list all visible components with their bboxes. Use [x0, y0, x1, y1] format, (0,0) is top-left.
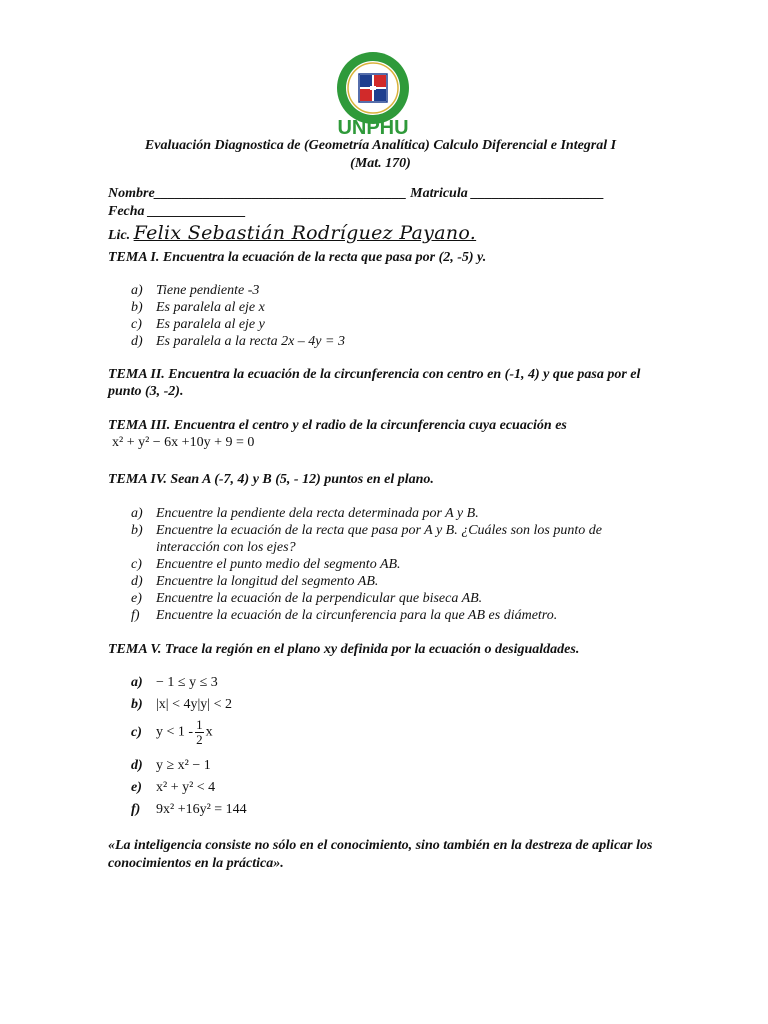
title-line-1: Evaluación Diagnostica de (Geometría Analítica) Calculo Diferencial e Integral I	[144, 138, 617, 153]
item-text: Encuentre la longitud del segmento AB.	[156, 574, 379, 589]
item-marker: e)	[131, 591, 142, 606]
list-item	[131, 573, 653, 590]
item-marker: d)	[131, 334, 143, 349]
lic-label: Lic.	[108, 228, 131, 243]
teacher-signature: Felix Sebastián Rodríguez Payano.	[133, 222, 477, 244]
document-title	[108, 137, 653, 173]
tema-2-heading: TEMA II. Encuentra la ecuación de la circunferencia con centro en (-1, 4) y que pasa por el punto (3, -2).	[108, 367, 641, 399]
tema-1-heading: TEMA I. Encuentra la ecuación de la recta que pasa por (2, -5) y.	[108, 250, 487, 265]
item-marker: c)	[131, 557, 142, 572]
list-item	[131, 505, 653, 522]
item-marker: b)	[131, 697, 143, 712]
tema-4-heading: TEMA IV. Sean A (-7, 4) y B (5, - 12) puntos en el plano.	[108, 472, 434, 487]
list-item	[131, 607, 653, 624]
item-marker: b)	[131, 523, 143, 538]
item-text: Encuentre la pendiente dela recta determinada por A y B.	[156, 506, 479, 521]
item-text: Tiene pendiente -3	[156, 283, 260, 298]
item-marker: e)	[131, 780, 142, 795]
tema-1-list	[131, 282, 661, 350]
list-item	[131, 758, 211, 774]
item-math: |x| < 4y|y| < 2	[156, 697, 233, 712]
item-math: y ≥ x² − 1	[156, 758, 211, 773]
item-marker: c)	[131, 317, 142, 332]
fraction-numerator: 1	[196, 717, 203, 732]
list-item	[131, 316, 661, 333]
list-item	[131, 299, 661, 316]
item-marker: f)	[131, 802, 141, 817]
item-marker: c)	[131, 724, 142, 740]
item-marker: a)	[131, 506, 143, 521]
item-marker: a)	[131, 283, 143, 298]
item-text: Encuentre la ecuación de la circunferencia para la que AB es diámetro.	[156, 608, 558, 623]
fecha-field[interactable]: Fecha ______________	[108, 204, 247, 219]
unphu-logo	[328, 50, 418, 136]
closing-quote: «La inteligencia consiste no sólo en el conocimiento, sino también en la destreza de aplicar los conocimientos en la práctica».	[108, 838, 653, 871]
list-item	[131, 282, 661, 299]
logo-text: UNPHU	[337, 117, 409, 136]
lic-line	[108, 222, 476, 244]
item-marker: d)	[131, 758, 143, 773]
tema-3-heading: TEMA III. Encuentra el centro y el radio de la circunferencia cuya ecuación es	[108, 418, 567, 433]
item-math: 9x² +16y² = 144	[156, 802, 247, 817]
list-item	[131, 556, 653, 573]
list-item	[131, 675, 218, 691]
tema-5-heading: TEMA V. Trace la región en el plano xy definida por la ecuación o desigualdades.	[108, 642, 580, 657]
fraction	[195, 718, 204, 747]
item-text: Encuentre la ecuación de la perpendicular que biseca AB.	[156, 591, 483, 606]
list-item	[131, 697, 232, 713]
item-marker: a)	[131, 675, 143, 690]
list-item	[131, 590, 653, 607]
item-marker: d)	[131, 574, 143, 589]
item-text: Encuentre la ecuación de la recta que pasa por A y B. ¿Cuáles son los punto de interacción con los ejes?	[156, 523, 602, 555]
list-item	[131, 802, 247, 818]
tema-4-list	[131, 505, 653, 624]
fraction-denominator: 2	[196, 732, 203, 747]
item-marker: b)	[131, 300, 143, 315]
list-item	[131, 333, 661, 350]
list-item	[131, 780, 215, 796]
item-text: Es paralela a la recta 2x – 4y = 3	[156, 334, 345, 349]
item-math-pre: y < 1 -	[156, 724, 194, 740]
list-item	[131, 718, 213, 747]
item-text: Es paralela al eje y	[156, 317, 265, 332]
item-marker: f)	[131, 608, 140, 623]
item-math: − 1 ≤ y ≤ 3	[156, 675, 218, 690]
list-item	[131, 522, 653, 556]
title-line-2: (Mat. 170)	[350, 156, 411, 171]
item-math: x² + y² < 4	[156, 780, 216, 795]
item-text: Encuentre el punto medio del segmento AB.	[156, 557, 401, 572]
nombre-matricula-field[interactable]: Nombre____________________________________ Matricula ___________________	[108, 186, 605, 201]
tema-3-equation: x² + y² − 6x +10y + 9 = 0	[112, 435, 255, 450]
item-math-post: x	[205, 724, 213, 740]
item-text: Es paralela al eje x	[156, 300, 265, 315]
